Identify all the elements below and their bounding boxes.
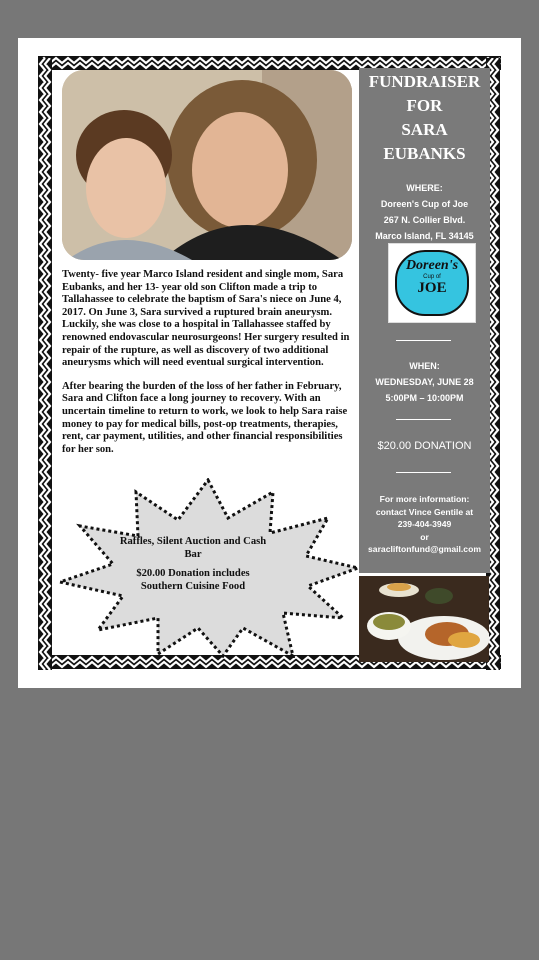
info-line-1: For more information: — [379, 494, 470, 504]
food-photo — [359, 576, 489, 662]
info-phone: 239-404-3949 — [397, 519, 452, 529]
when-date: WEDNESDAY, JUNE 28 — [375, 377, 474, 387]
when-label: WHEN: — [409, 361, 440, 371]
title-line-1: FUNDRAISER — [368, 72, 481, 91]
starburst-text — [118, 535, 268, 599]
title-line-2: FOR — [406, 96, 443, 115]
story-paragraph-2: After bearing the burden of the loss of her father in February, Sara and Clifton face a long journey to recovery. With an uncertain timeline to return to work, we look to help Sara raise money to pay for medical bills, post-op treatments, therapies, rent, car payment, utilities, and other financial responsibilities for her son. — [62, 380, 348, 455]
info-line-2: contact Vince Gentile at — [375, 506, 474, 517]
story-text — [62, 269, 358, 467]
story-paragraph-1: Twenty- five year Marco Island resident and single mom, Sara Eubanks, and her 13- year old son Clifton made a trip to Tallahassee to celebrate the baptism of Sara's niece on June 4, 2017. On June 3, Sara survived a ruptured brain aneurysm. Luckily, she was close to a hospital in Tallahassee staffed by renowned endovascular neurosurgeons! Her surgery resulted in repair of the rupture, as well as discovery of two additional aneurysms which will need eventual surgical intervention. — [62, 269, 350, 369]
where-street: 267 N. Collier Blvd. — [383, 215, 466, 225]
family-photo — [62, 70, 352, 260]
divider-3 — [396, 472, 451, 473]
where-name: Doreen's Cup of Joe — [380, 199, 469, 209]
logo-line-3: JOE — [417, 280, 447, 296]
donation-text: $20.00 DONATION — [377, 440, 472, 452]
info-email: saracliftonfund@gmail.com — [368, 544, 481, 554]
burst-line-2: $20.00 Donation includes Southern Cuisine Food — [136, 568, 250, 592]
where-label: WHERE: — [406, 183, 443, 193]
when-section — [359, 360, 490, 405]
where-section — [359, 182, 490, 243]
contact-section — [359, 493, 490, 556]
divider-1 — [396, 340, 451, 341]
doreens-cup-of-joe-logo — [388, 243, 476, 323]
title-line-3: SARA — [401, 120, 448, 139]
logo-line-2: Cup of — [423, 274, 441, 280]
logo-line-1: Doreen's — [405, 258, 459, 273]
when-time: 5:00PM – 10:00PM — [385, 393, 464, 403]
title-line-4: EUBANKS — [383, 144, 466, 163]
fundraiser-flyer — [18, 38, 521, 688]
info-or: or — [420, 531, 429, 542]
zigzag-border-left — [38, 58, 52, 670]
burst-line-1: Raffles, Silent Auction and Cash Bar — [119, 536, 267, 560]
logo-badge — [395, 250, 469, 316]
fundraiser-title — [359, 70, 490, 166]
divider-2 — [396, 419, 451, 420]
where-city: Marco Island, FL 34145 — [375, 231, 474, 241]
